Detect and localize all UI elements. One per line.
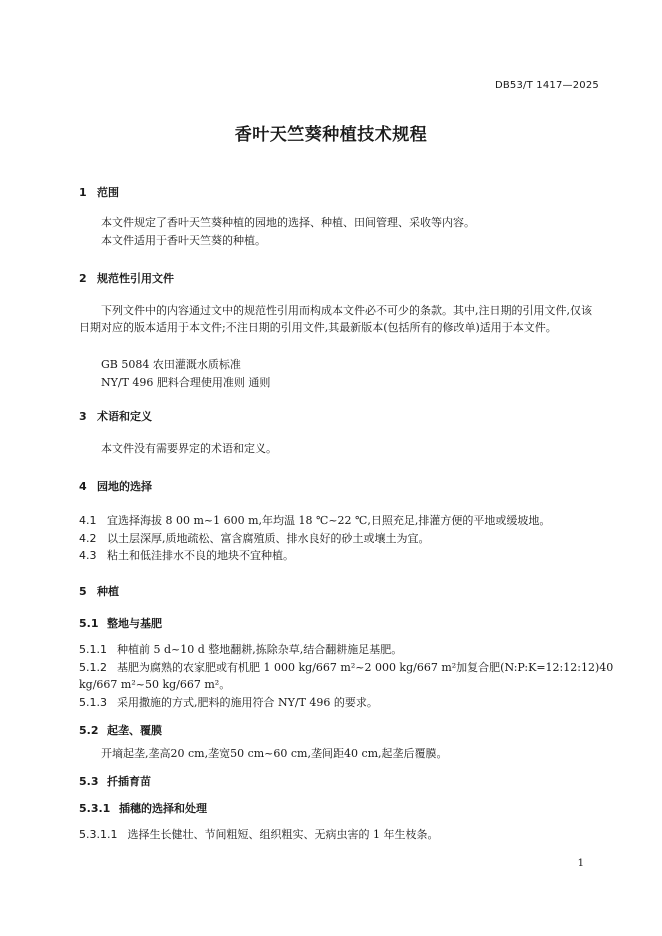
- clause-number: 4.1: [79, 514, 97, 527]
- clause-5-1-2: [79, 659, 614, 676]
- clause-number: 4.3: [79, 549, 97, 562]
- clause-number: 5.2: [79, 724, 99, 737]
- section-number: 4: [79, 480, 87, 493]
- section-title: 范围: [97, 186, 119, 199]
- clause-text: 宜选择海拔 8 00 m~1 600 m,年均温 18 ℃~22 ℃,日照充足,排灌方便的平地或缓坡地。: [107, 514, 551, 527]
- clause-number: 4.2: [79, 532, 97, 545]
- clause-5-2-paragraph: 开墒起垄,垄高20 cm,垄宽50 cm~60 cm,垄间距40 cm,起垄后覆膜。: [101, 747, 448, 760]
- clause-4-2: [79, 530, 430, 546]
- section-title: 术语和定义: [97, 410, 152, 423]
- clause-title: 插穗的选择和处理: [119, 802, 207, 815]
- clause-text: 粘土和低洼排水不良的地块不宜种植。: [107, 549, 294, 562]
- normative-reference-2: NY/T 496 肥料合理使用准则 通则: [101, 376, 271, 389]
- clause-5-1-2-continuation: kg/667 m²~50 kg/667 m²。: [79, 678, 231, 691]
- section-2-paragraph: 下列文件中的内容通过文中的规范性引用而构成本文件必不可少的条款。其中,注日期的引用文件,仅该日期对应的版本适用于本文件;不注日期的引用文件,其最新版本(包括所有的修改单)适用于本文件。: [79, 304, 592, 334]
- section-2-heading: [79, 270, 174, 286]
- section-3-paragraph: 本文件没有需要界定的术语和定义。: [101, 442, 277, 455]
- clause-number: 5.3.1: [79, 802, 111, 815]
- section-1-heading: [79, 184, 119, 200]
- section-1-paragraph-2: 本文件适用于香叶天竺葵的种植。: [101, 234, 266, 247]
- section-title: 规范性引用文件: [97, 272, 174, 285]
- clause-text: 以土层深厚,质地疏松、富含腐殖质、排水良好的砂土或壤土为宜。: [107, 532, 430, 545]
- document-title: 香叶天竺葵种植技术规程: [234, 125, 428, 145]
- section-5-heading: [79, 583, 119, 599]
- clause-number: 5.1: [79, 617, 99, 630]
- section-number: 2: [79, 272, 87, 285]
- section-number: 5: [79, 585, 87, 598]
- clause-5-3-heading: [79, 773, 151, 789]
- page-number: 1: [577, 858, 584, 869]
- clause-title: 起垄、覆膜: [107, 724, 162, 737]
- clause-text: 采用撒施的方式,肥料的施用符合 NY/T 496 的要求。: [117, 696, 378, 709]
- clause-5-3-1-heading: [79, 800, 207, 816]
- clause-text: 选择生长健壮、节间粗短、组织粗实、无病虫害的 1 年生枝条。: [127, 828, 439, 841]
- section-number: 3: [79, 410, 87, 423]
- section-number: 1: [79, 186, 87, 199]
- clause-4-3: [79, 547, 294, 563]
- normative-reference-1: GB 5084 农田灌溉水质标准: [101, 358, 241, 371]
- clause-number: 5.1.3: [79, 696, 107, 709]
- section-3-heading: [79, 408, 152, 424]
- section-title: 种植: [97, 585, 119, 598]
- clause-title: 扦插育苗: [107, 775, 151, 788]
- clause-5-1-1: [79, 641, 600, 658]
- section-title: 园地的选择: [97, 480, 152, 493]
- clause-5-1-3: [79, 694, 600, 711]
- clause-text: 种植前 5 d~10 d 整地翻耕,拣除杂草,结合翻耕施足基肥。: [117, 643, 403, 656]
- clause-text: 基肥为腐熟的农家肥或有机肥 1 000 kg/667 m²~2 000 kg/667 m²加复合肥(N:P:K=12:12:12)40: [117, 661, 614, 674]
- clause-5-2-heading: [79, 722, 162, 738]
- clause-number: 5.1.2: [79, 661, 107, 674]
- standard-code: DB53/T 1417—2025: [494, 80, 599, 91]
- clause-number: 5.3.1.1: [79, 828, 118, 841]
- clause-5-3-1-1: [79, 826, 600, 843]
- clause-number: 5.1.1: [79, 643, 107, 656]
- clause-number: 5.3: [79, 775, 99, 788]
- clause-5-1-heading: [79, 615, 162, 631]
- section-4-heading: [79, 478, 152, 494]
- clause-title: 整地与基肥: [107, 617, 162, 630]
- section-1-paragraph-1: 本文件规定了香叶天竺葵种植的园地的选择、种植、田间管理、采收等内容。: [101, 216, 475, 229]
- clause-4-1: [79, 512, 550, 528]
